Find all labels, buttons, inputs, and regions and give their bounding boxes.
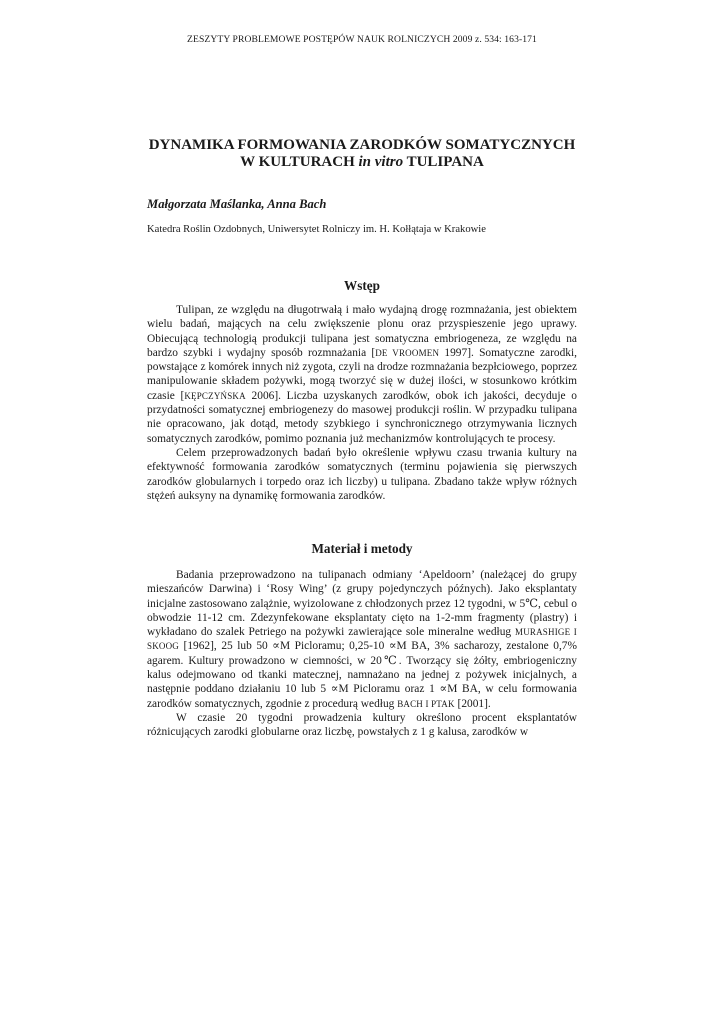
citation-author: BACH I PTAK xyxy=(397,698,455,709)
text-run: 1997]. Somatyczne zarodki, powstające z komórek innych niż zygota, czyli na drodze rozmnażania bezpłciowego, poprzez manipulowanie składem pożywki, mogą tworzyć się w dużej ilości, w stosunkowo krótkim czasie [ xyxy=(147,346,577,402)
section-body-material-i-metody xyxy=(147,568,577,740)
title-line-1: DYNAMIKA FORMOWANIA ZARODKÓW SOMATYCZNYCH xyxy=(148,137,576,153)
paragraph xyxy=(147,303,577,446)
text-run: Tulipan, ze względu na długotrwałą i mało wydajną drogę rozmnażania, jest obiektem wielu badań, mających na celu zwiększenie plonu oraz przyspieszenie jego uprawy. Obiecującą technologią produkcji tulipana jest somatyczna embriogeneza, ze względu na bardzo szybki i wydajny sposób rozmnażania [ xyxy=(147,304,577,359)
paragraph: W czasie 20 tygodni prowadzenia kultury określono procent eksplantatów różnicujących zarodki globularne oraz liczbę, powstałych z 1 g kalusa, zarodków w xyxy=(147,711,577,739)
journal-header: ZESZYTY PROBLEMOWE POSTĘPÓW NAUK ROLNICZYCH 2009 z. 534: 163-171 xyxy=(187,34,537,45)
title-line-2-prefix: W KULTURACH xyxy=(240,154,359,170)
citation-author: DE VROOMEN xyxy=(375,347,440,358)
title-line-2-italic: in vitro xyxy=(358,154,404,170)
text-run: 2006]. Liczba uzyskanych zarodków, obok ich jakości, decyduje o przydatności somatycznej embriogenezy do masowej produkcji roślin. W przypadku tulipana nie opracowano, jak dotąd, metody szybkiego i synchronicznego otrzymywania licznych somatycznych zarodków, pomimo poznania już mechanizmów kontrolujących te procesy. xyxy=(147,389,577,445)
paper-title xyxy=(0,137,724,171)
paragraph: Celem przeprowadzonych badań było określenie wpływu czasu trwania kultury na efektywność formowania zarodków somatycznych (terminu pojawienia się pierwszych zarodków globularnych i torpedo oraz ich liczby) u tulipana. Zbadano także wpływ różnych stężeń auksyny na dynamikę formowania zarodków. xyxy=(147,446,577,502)
citation-author: KĘPCZYŃSKA xyxy=(184,390,246,401)
text-run: [2001]. xyxy=(454,697,491,710)
affiliation: Katedra Roślin Ozdobnych, Uniwersytet Rolniczy im. H. Kołłątaja w Krakowie xyxy=(147,224,486,235)
citation-author: MURASHIGE I SKOOG xyxy=(147,627,578,652)
title-line-2 xyxy=(0,154,724,171)
paragraph xyxy=(147,568,577,711)
text-run: [1962], 25 lub 50 ∝M Picloramu; 0,25-10 ∝M BA, 3% sacharozy, zestalone 0,7% agarem. Kultury prowadzono w ciemności, w 20℃. Tworzący się żółty, embriogeniczny kalus odejmowano od tkanki matecznej, namnażano na jednej z pożywek inicjalnych, a następnie poddano działaniu 10 lub 5 ∝M Picloramu oraz 1 ∝M BA, w celu formowania zarodków somatycznych, zgodnie z procedurą według xyxy=(147,640,577,710)
section-heading-wstep: Wstęp xyxy=(344,278,380,293)
section-heading-material-i-metody: Materiał i metody xyxy=(311,541,413,556)
title-line-2-suffix: TULIPANA xyxy=(403,154,484,170)
section-body-wstep xyxy=(147,303,577,503)
authors: Małgorzata Maślanka, Anna Bach xyxy=(147,197,327,211)
text-run: Badania przeprowadzono na tulipanach odmiany ‘Apeldoorn’ (należącej do grupy mieszańców Darwina) i ‘Rosy Wing’ (z grupy pojedynczych późnych). Jako eksplantaty inicjalne zastosowano zalążnie, wyizolowane z chłodzonych przez 12 tygodni, w 5℃, cebul o obwodzie 11-12 cm. Zdezynfekowane eksplantaty cięto na 1-2-mm fragmenty (plastry) i wykładano do szalek Petriego na pożywki zawierające sole mineralne według xyxy=(147,569,577,639)
